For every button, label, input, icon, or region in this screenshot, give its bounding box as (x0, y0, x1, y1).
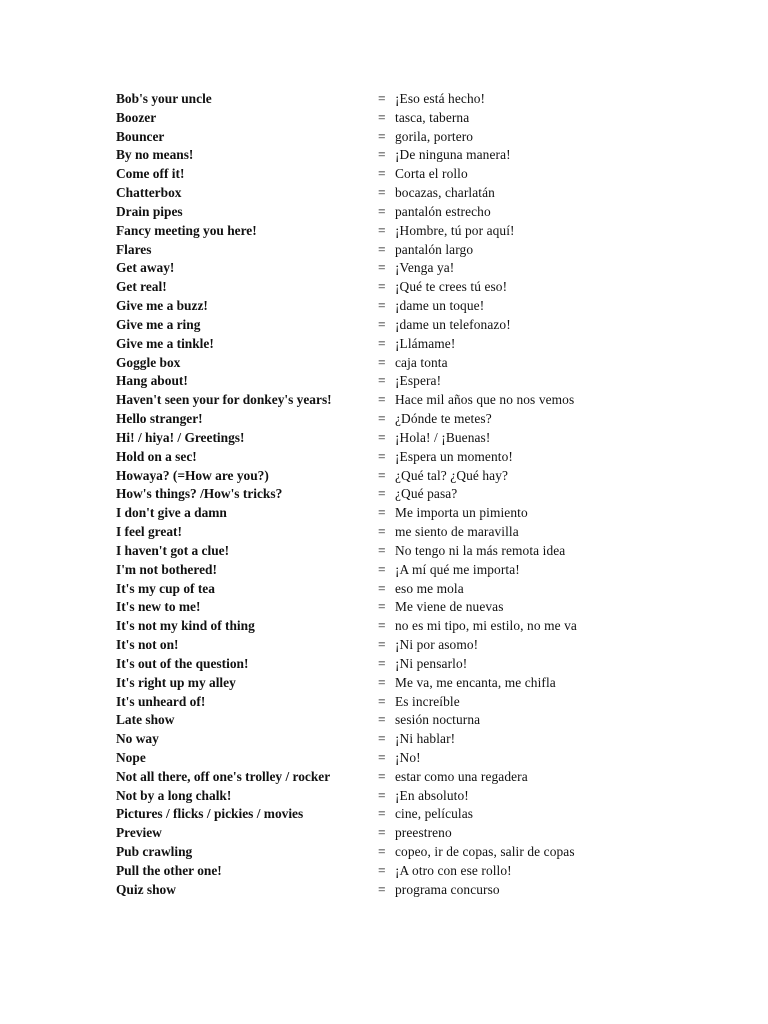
equals-sign: = (378, 411, 386, 427)
english-expression: Give me a buzz! (116, 298, 208, 314)
spanish-translation: ¡Ni por asomo! (395, 637, 479, 653)
equals-sign: = (378, 749, 386, 765)
glossary-entry (116, 561, 736, 580)
glossary-entry (116, 693, 736, 712)
equals-sign: = (378, 279, 386, 295)
spanish-translation: me siento de maravilla (395, 524, 519, 540)
english-expression: I haven't got a clue! (116, 542, 230, 558)
glossary-entry (116, 335, 736, 354)
english-expression: Hold on a sec! (116, 448, 197, 464)
equals-sign: = (378, 91, 386, 106)
glossary-entry (116, 711, 736, 730)
spanish-translation: ¡Eso está hecho! (395, 91, 486, 106)
equals-sign: = (378, 637, 386, 653)
spanish-translation: gorila, portero (395, 128, 474, 144)
spanish-translation: Me viene de nuevas (395, 599, 504, 615)
glossary-entry (116, 504, 736, 523)
equals-sign: = (378, 825, 386, 841)
spanish-translation: ¡Ni hablar! (395, 731, 456, 747)
spanish-translation: No tengo ni la más remota idea (395, 542, 566, 558)
glossary-entry (116, 354, 736, 373)
spanish-translation: Es increíble (395, 693, 460, 709)
equals-sign: = (378, 731, 386, 747)
spanish-translation: ¡Espera! (395, 373, 442, 389)
english-expression: I feel great! (116, 524, 182, 540)
spanish-translation: caja tonta (395, 354, 448, 370)
spanish-translation: eso me mola (395, 580, 464, 596)
glossary-entry (116, 391, 736, 410)
english-expression: It's my cup of tea (116, 580, 215, 596)
equals-sign: = (378, 524, 386, 540)
spanish-translation: ¡dame un telefonazo! (395, 316, 511, 332)
glossary-entry (116, 655, 736, 674)
glossary-entry (116, 787, 736, 806)
spanish-translation: ¡dame un toque! (395, 298, 485, 314)
spanish-translation: ¡A mí qué me importa! (395, 561, 520, 577)
glossary-entry (116, 146, 736, 165)
spanish-translation: pantalón largo (395, 241, 474, 257)
equals-sign: = (378, 580, 386, 596)
spanish-translation: ¡Llámame! (395, 335, 456, 351)
equals-sign: = (378, 674, 386, 690)
spanish-translation: Hace mil años que no nos vemos (395, 392, 575, 408)
equals-sign: = (378, 260, 386, 276)
spanish-translation: ¿Qué tal? ¿Qué hay? (395, 467, 509, 483)
spanish-translation: programa concurso (395, 881, 500, 897)
glossary-entry (116, 109, 736, 128)
english-expression: Chatterbox (116, 185, 182, 201)
english-expression: Give me a tinkle! (116, 335, 214, 351)
spanish-translation: tasca, taberna (395, 109, 470, 125)
equals-sign: = (378, 712, 386, 728)
english-expression: Quiz show (116, 881, 176, 897)
english-expression: No way (116, 731, 159, 747)
spanish-translation: Me importa un pimiento (395, 505, 528, 521)
slang-glossary-list (116, 90, 736, 900)
english-expression: It's right up my alley (116, 674, 236, 690)
spanish-translation: ¡Hombre, tú por aquí! (395, 222, 515, 238)
equals-sign: = (378, 862, 386, 878)
equals-sign: = (378, 599, 386, 615)
english-expression: By no means! (116, 147, 194, 163)
english-expression: It's not my kind of thing (116, 618, 255, 634)
equals-sign: = (378, 693, 386, 709)
spanish-translation: ¿Qué pasa? (395, 486, 458, 502)
spanish-translation: estar como una regadera (395, 768, 528, 784)
english-expression: I don't give a damn (116, 505, 227, 521)
glossary-entry (116, 448, 736, 467)
glossary-entry (116, 222, 736, 241)
english-expression: Hi! / hiya! / Greetings! (116, 429, 245, 445)
spanish-translation: sesión nocturna (395, 712, 481, 728)
equals-sign: = (378, 486, 386, 502)
spanish-translation: ¡Ni pensarlo! (395, 655, 468, 671)
glossary-entry (116, 259, 736, 278)
glossary-entry (116, 372, 736, 391)
english-expression: Howaya? (=How are you?) (116, 467, 269, 483)
english-expression: Get real! (116, 279, 167, 295)
equals-sign: = (378, 203, 386, 219)
equals-sign: = (378, 429, 386, 445)
equals-sign: = (378, 316, 386, 332)
spanish-translation: ¡A otro con ese rollo! (395, 862, 512, 878)
glossary-entry (116, 617, 736, 636)
glossary-entry (116, 128, 736, 147)
english-expression: Late show (116, 712, 175, 728)
spanish-translation: cine, películas (395, 806, 474, 822)
glossary-entry (116, 862, 736, 881)
english-expression: Preview (116, 825, 162, 841)
equals-sign: = (378, 392, 386, 408)
spanish-translation: ¡De ninguna manera! (395, 147, 511, 163)
equals-sign: = (378, 354, 386, 370)
english-expression: Not all there, off one's trolley / rocker (116, 768, 331, 784)
equals-sign: = (378, 128, 386, 144)
english-expression: Bouncer (116, 128, 165, 144)
equals-sign: = (378, 448, 386, 464)
spanish-translation: ¡Venga ya! (395, 260, 455, 276)
spanish-translation: ¡Espera un momento! (395, 448, 513, 464)
glossary-entry (116, 297, 736, 316)
english-expression: Bob's your uncle (116, 91, 212, 106)
glossary-entry (116, 165, 736, 184)
equals-sign: = (378, 787, 386, 803)
glossary-entry (116, 580, 736, 599)
english-expression: It's unheard of! (116, 693, 206, 709)
english-expression: Goggle box (116, 354, 181, 370)
glossary-entry (116, 542, 736, 561)
glossary-entry (116, 410, 736, 429)
english-expression: Hang about! (116, 373, 188, 389)
english-expression: Boozer (116, 109, 157, 125)
glossary-entry (116, 730, 736, 749)
english-expression: Flares (116, 241, 152, 257)
spanish-translation: ¿Dónde te metes? (395, 411, 492, 427)
glossary-entry (116, 278, 736, 297)
english-expression: Pull the other one! (116, 862, 222, 878)
spanish-translation: ¡No! (395, 749, 421, 765)
spanish-translation: Corta el rollo (395, 166, 468, 182)
glossary-entry (116, 824, 736, 843)
english-expression: Pub crawling (116, 844, 193, 860)
english-expression: Not by a long chalk! (116, 787, 232, 803)
english-expression: It's out of the question! (116, 655, 249, 671)
glossary-entry (116, 184, 736, 203)
equals-sign: = (378, 542, 386, 558)
equals-sign: = (378, 618, 386, 634)
english-expression: Fancy meeting you here! (116, 222, 257, 238)
glossary-entry (116, 429, 736, 448)
glossary-entry (116, 203, 736, 222)
english-expression: Hello stranger! (116, 411, 203, 427)
glossary-entry (116, 805, 736, 824)
equals-sign: = (378, 561, 386, 577)
spanish-translation: pantalón estrecho (395, 203, 491, 219)
glossary-entry (116, 749, 736, 768)
english-expression: Give me a ring (116, 316, 201, 332)
equals-sign: = (378, 467, 386, 483)
equals-sign: = (378, 222, 386, 238)
english-expression: I'm not bothered! (116, 561, 217, 577)
english-expression: Drain pipes (116, 203, 183, 219)
glossary-entry (116, 881, 736, 900)
equals-sign: = (378, 185, 386, 201)
equals-sign: = (378, 844, 386, 860)
equals-sign: = (378, 147, 386, 163)
spanish-translation: bocazas, charlatán (395, 185, 495, 201)
spanish-translation: no es mi tipo, mi estilo, no me va (395, 618, 577, 634)
spanish-translation: copeo, ir de copas, salir de copas (395, 844, 575, 860)
glossary-entry (116, 485, 736, 504)
equals-sign: = (378, 655, 386, 671)
equals-sign: = (378, 335, 386, 351)
equals-sign: = (378, 806, 386, 822)
spanish-translation: ¡Hola! / ¡Buenas! (395, 429, 491, 445)
glossary-entry (116, 598, 736, 617)
glossary-entry (116, 674, 736, 693)
glossary-entry (116, 467, 736, 486)
glossary-entry (116, 316, 736, 335)
glossary-entry (116, 843, 736, 862)
spanish-translation: Me va, me encanta, me chifla (395, 674, 556, 690)
english-expression: Get away! (116, 260, 175, 276)
equals-sign: = (378, 109, 386, 125)
english-expression: Haven't seen your for donkey's years! (116, 392, 332, 408)
equals-sign: = (378, 505, 386, 521)
english-expression: It's new to me! (116, 599, 201, 615)
equals-sign: = (378, 373, 386, 389)
glossary-entry (116, 523, 736, 542)
equals-sign: = (378, 881, 386, 897)
english-expression: Come off it! (116, 166, 185, 182)
equals-sign: = (378, 298, 386, 314)
glossary-entry (116, 768, 736, 787)
english-expression: It's not on! (116, 637, 179, 653)
english-expression: Nope (116, 749, 146, 765)
equals-sign: = (378, 166, 386, 182)
equals-sign: = (378, 241, 386, 257)
glossary-entry (116, 90, 736, 109)
english-expression: Pictures / flicks / pickies / movies (116, 806, 304, 822)
glossary-entry (116, 636, 736, 655)
english-expression: How's things? /How's tricks? (116, 486, 283, 502)
spanish-translation: preestreno (395, 825, 452, 841)
equals-sign: = (378, 768, 386, 784)
spanish-translation: ¡Qué te crees tú eso! (395, 279, 508, 295)
glossary-entry (116, 241, 736, 260)
spanish-translation: ¡En absoluto! (395, 787, 469, 803)
